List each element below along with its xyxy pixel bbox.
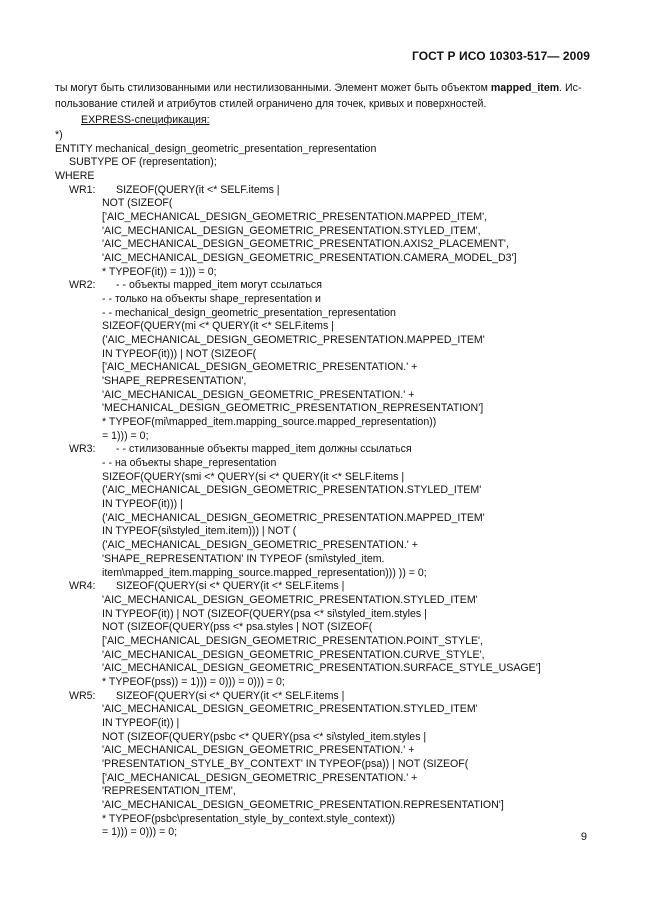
code-text: SIZEOF(QUERY(si <* QUERY(it <* SELF.items |: [116, 580, 345, 593]
intro-line-2: пользование стилей и атрибутов стилей ограничено для точек, кривых и поверхностей.: [55, 97, 487, 110]
code-line-wr1: [55, 184, 615, 198]
code-line: = 1))) = 0))) = 0;: [102, 826, 178, 839]
code-text: - - объекты mapped_item могут ссылаться: [116, 279, 322, 292]
code-line: = 1))) = 0;: [102, 429, 149, 442]
code-line: IN TYPEOF(it))) |: [102, 498, 183, 511]
code-line: NOT (SIZEOF(QUERY(psbc <* QUERY(psa <* si\styled_item.styles |: [102, 730, 427, 743]
code-line: * TYPEOF(pss)) = 1))) = 0))) = 0))) = 0;: [102, 675, 285, 688]
code-line: item\mapped_item.mapping_source.mapped_representation))) )) = 0;: [102, 566, 427, 579]
code-line: 'AIC_MECHANICAL_DESIGN_GEOMETRIC_PRESENTATION.' +: [102, 744, 415, 757]
intro-text: ты могут быть стилизованными или нестилизованными. Элемент может быть объектом: [55, 82, 491, 94]
code-line: 'AIC_MECHANICAL_DESIGN_GEOMETRIC_PRESENTATION.AXIS2_PLACEMENT',: [102, 238, 509, 251]
code-line: IN TYPEOF(it))) | NOT (SIZEOF(: [102, 347, 257, 360]
code-line: - - только на объекты shape_representation и: [102, 293, 321, 306]
code-line: 'AIC_MECHANICAL_DESIGN_GEOMETRIC_PRESENTATION.SURFACE_STYLE_USAGE']: [102, 662, 541, 675]
intro-paragraph: [55, 81, 595, 112]
code-line-wr4: [55, 580, 615, 594]
intro-bold-term: mapped_item: [490, 82, 560, 94]
code-line: 'MECHANICAL_DESIGN_GEOMETRIC_PRESENTATION_REPRESENTATION']: [102, 402, 484, 415]
code-line: ['AIC_MECHANICAL_DESIGN_GEOMETRIC_PRESENTATION.MAPPED_ITEM',: [102, 211, 488, 224]
code-line: 'AIC_MECHANICAL_DESIGN_GEOMETRIC_PRESENTATION.' +: [102, 388, 415, 401]
code-line-wr2: [55, 279, 615, 293]
code-line: ['AIC_MECHANICAL_DESIGN_GEOMETRIC_PRESENTATION.POINT_STYLE',: [102, 634, 483, 647]
express-spec-title: EXPRESS-спецификация:: [81, 114, 210, 126]
code-line: NOT (SIZEOF(QUERY(pss <* psa.styles | NOT (SIZEOF(: [102, 621, 373, 634]
code-line: 'AIC_MECHANICAL_DESIGN_GEOMETRIC_PRESENTATION.STYLED_ITEM': [102, 593, 478, 606]
code-line: ['AIC_MECHANICAL_DESIGN_GEOMETRIC_PRESENTATION.' +: [102, 771, 418, 784]
rule-label-wr4: WR4:: [69, 580, 96, 593]
code-line: IN TYPEOF(si\styled_item.item))) | NOT (: [102, 525, 297, 538]
intro-text: . Ис-: [559, 82, 582, 94]
code-line: 'AIC_MECHANICAL_DESIGN_GEOMETRIC_PRESENTATION.CAMERA_MODEL_D3']: [102, 252, 517, 265]
code-line: 'AIC_MECHANICAL_DESIGN_GEOMETRIC_PRESENTATION.CURVE_STYLE',: [102, 648, 485, 661]
code-text: SIZEOF(QUERY(it <* SELF.items |: [116, 183, 280, 196]
code-line: ('AIC_MECHANICAL_DESIGN_GEOMETRIC_PRESENTATION.' +: [102, 539, 418, 552]
code-line: * TYPEOF(psbc\presentation_style_by_context.style_context)): [102, 812, 396, 825]
code-line-wr3: [55, 443, 615, 457]
code-line: SIZEOF(QUERY(mi <* QUERY(it <* SELF.items |: [102, 320, 334, 333]
rule-label-wr1: WR1:: [69, 183, 96, 196]
code-line: 'REPRESENTATION_ITEM',: [102, 785, 236, 798]
code-line-wr5: [55, 690, 615, 704]
code-line: * TYPEOF(mi\mapped_item.mapping_source.mapped_representation)): [102, 416, 437, 429]
code-line: ENTITY mechanical_design_geometric_presentation_representation: [55, 142, 377, 155]
code-line: - - mechanical_design_geometric_presentation_representation: [102, 306, 396, 319]
code-line: IN TYPEOF(it)) | NOT (SIZEOF(QUERY(psa <* si\styled_item.styles |: [102, 607, 427, 620]
page-number: 9: [580, 831, 587, 843]
code-line: WHERE: [55, 170, 95, 183]
rule-label-wr5: WR5:: [69, 689, 96, 702]
code-text: SIZEOF(QUERY(si <* QUERY(it <* SELF.items |: [116, 689, 345, 702]
code-line: ('AIC_MECHANICAL_DESIGN_GEOMETRIC_PRESENTATION.MAPPED_ITEM': [102, 511, 485, 524]
code-line: 'AIC_MECHANICAL_DESIGN_GEOMETRIC_PRESENTATION.REPRESENTATION']: [102, 798, 504, 811]
code-line: *): [55, 129, 63, 141]
rule-label-wr2: WR2:: [69, 279, 96, 292]
code-text: - - стилизованные объекты mapped_item должны ссылаться: [116, 443, 412, 456]
code-line: 'PRESENTATION_STYLE_BY_CONTEXT' IN TYPEOF(psa)) | NOT (SIZEOF(: [102, 757, 469, 770]
code-line: 'AIC_MECHANICAL_DESIGN_GEOMETRIC_PRESENTATION.STYLED_ITEM': [102, 703, 478, 716]
code-line: 'SHAPE_REPRESENTATION',: [102, 375, 247, 388]
code-line: NOT (SIZEOF(: [102, 197, 173, 210]
code-line: SUBTYPE OF (representation);: [69, 156, 217, 169]
code-line: SIZEOF(QUERY(smi <* QUERY(si <* QUERY(it <* SELF.items |: [102, 470, 405, 483]
code-line: ('AIC_MECHANICAL_DESIGN_GEOMETRIC_PRESENTATION.STYLED_ITEM': [102, 484, 482, 497]
code-line: ['AIC_MECHANICAL_DESIGN_GEOMETRIC_PRESENTATION.' +: [102, 361, 418, 374]
code-line: 'SHAPE_REPRESENTATION' IN TYPEOF (smi\styled_item.: [102, 552, 385, 565]
code-line: IN TYPEOF(it)) |: [102, 716, 180, 729]
code-line: ('AIC_MECHANICAL_DESIGN_GEOMETRIC_PRESENTATION.MAPPED_ITEM': [102, 334, 485, 347]
code-line: - - на объекты shape_representation: [102, 457, 277, 470]
code-line: * TYPEOF(it)) = 1))) = 0;: [102, 265, 217, 278]
code-line: 'AIC_MECHANICAL_DESIGN_GEOMETRIC_PRESENTATION.STYLED_ITEM',: [102, 224, 481, 237]
rule-label-wr3: WR3:: [69, 443, 96, 456]
intro-line-1: [55, 81, 595, 97]
document-header: ГОСТ Р ИСО 10303-517— 2009: [411, 49, 590, 63]
express-code-block: [55, 129, 615, 840]
